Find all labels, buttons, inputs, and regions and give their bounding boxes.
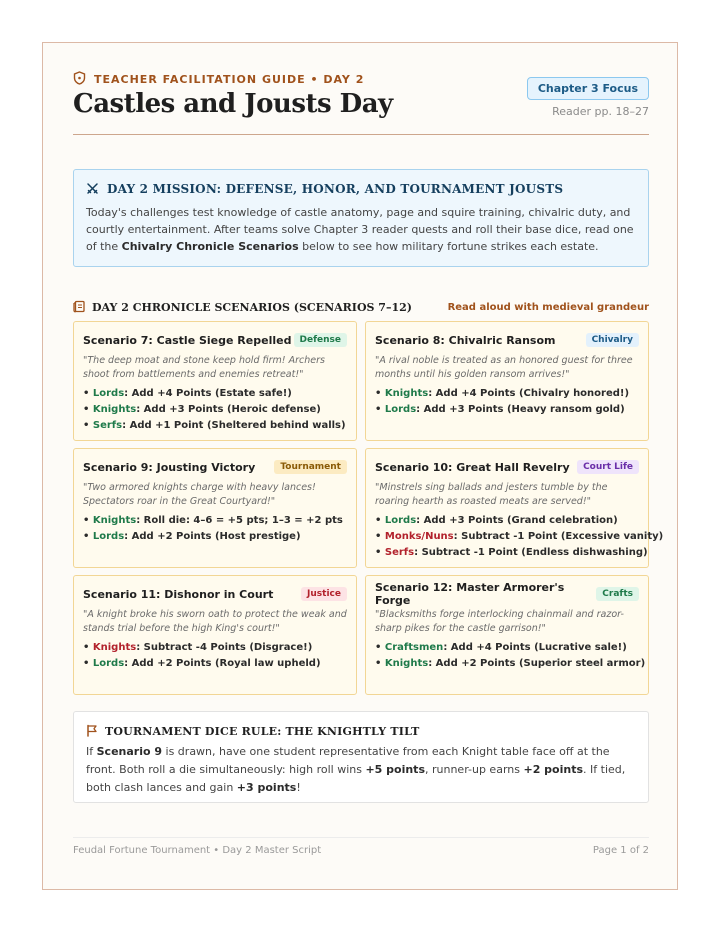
scenario-card-header <box>375 331 639 349</box>
scenario-effects <box>83 640 347 672</box>
effect-text: Subtract -1 Point (Excessive vanity) <box>457 531 664 542</box>
page-footer <box>73 837 649 863</box>
scenario-effect: • Knights: Add +2 Points (Superior steel armor) <box>375 658 646 669</box>
scenario-effect: • Craftsmen: Add +4 Points (Lucrative sale!) <box>375 642 627 653</box>
scenario-effects <box>375 640 646 672</box>
scenario-card <box>365 321 649 441</box>
mission-box <box>73 169 649 267</box>
effect-text: Add +2 Points (Superior steel armor) <box>432 658 646 669</box>
scenario-effects <box>375 386 639 418</box>
scenario-tag: Tournament <box>274 460 347 474</box>
scenario-effect: • Lords: Add +2 Points (Host prestige) <box>83 531 301 542</box>
dice-rule-header <box>86 723 636 739</box>
effect-text: Roll die: 4–6 = +5 pts; 1–3 = +2 pts <box>140 515 343 526</box>
scenario-effect: • Monks/Nuns: Subtract -1 Point (Excessive vanity) <box>375 531 664 542</box>
page-number: Page 1 of 2 <box>592 845 649 856</box>
scenario-title: Scenario 11: Dishonor in Court <box>83 587 274 601</box>
effect-group: Lords <box>384 404 417 415</box>
scenario-effect: • Knights: Subtract -4 Points (Disgrace!) <box>83 642 313 653</box>
effect-group: Lords <box>92 388 125 399</box>
chapter-focus-badge: Chapter 3 Focus <box>527 77 649 100</box>
dice-rule-box <box>73 711 649 803</box>
scenario-effects <box>83 513 347 545</box>
effect-text: Add +3 Points (Heavy ransom gold) <box>420 404 625 415</box>
scenario-effect: • Lords: Add +4 Points (Estate safe!) <box>83 388 292 399</box>
scenario-quote: "Minstrels sing ballads and jesters tumble by the roaring hearth as roasted meats are served!" <box>375 482 608 507</box>
mission-body: Today's challenges test knowledge of castle anatomy, page and squire training, chivalric duty, and courtly entertainment. After teams solve Chapter 3 reader quests and roll their base dice, read one of the Chivalry Chronicle Scenarios below to see how military fortune strikes each estate. <box>86 206 634 253</box>
scenario-effect: • Serfs: Subtract -1 Point (Endless dishwashing) <box>375 547 648 558</box>
page-header <box>73 71 649 135</box>
scenario-card <box>73 321 357 441</box>
scenario-quote: "A rival noble is treated as an honored guest for three months until his golden ransom arrives!" <box>375 355 633 380</box>
scenario-tag: Justice <box>301 587 347 601</box>
flag-icon <box>86 722 98 741</box>
scenario-tag: Chivalry <box>586 333 639 347</box>
scenario-title: Scenario 9: Jousting Victory <box>83 460 256 474</box>
reader-pages: Reader pp. 18–27 <box>552 105 649 118</box>
effect-text: Subtract -1 Point (Endless dishwashing) <box>418 547 648 558</box>
effect-group: Craftsmen <box>384 642 444 653</box>
scenario-effects <box>83 386 347 434</box>
scenario-quote: "Blacksmiths forge interlocking chainmail and razor-sharp pikes for the castle garrison!" <box>375 609 624 634</box>
scenario-effect: • Lords: Add +3 Points (Grand celebration) <box>375 515 618 526</box>
scenario-effect: • Knights: Add +3 Points (Heroic defense) <box>83 404 321 415</box>
effect-group: Serfs <box>92 420 123 431</box>
footer-title: Feudal Fortune Tournament • Day 2 Master Script <box>73 845 322 856</box>
scenario-card <box>73 575 357 695</box>
scroll-icon <box>73 298 86 317</box>
effect-group: Knights <box>92 404 137 415</box>
effect-group: Knights <box>92 515 137 526</box>
effect-group: Monks/Nuns <box>384 531 454 542</box>
effect-text: Add +3 Points (Grand celebration) <box>420 515 618 526</box>
effect-group: Knights <box>92 642 137 653</box>
effect-text: Add +2 Points (Royal law upheld) <box>128 658 321 669</box>
dice-rule-title: TOURNAMENT DICE RULE: THE KNIGHTLY TILT <box>105 724 420 738</box>
scenario-effect: • Knights: Roll die: 4–6 = +5 pts; 1–3 = +2 pts <box>83 515 343 526</box>
mission-bold-term: Chivalry Chronicle Scenarios <box>121 240 299 253</box>
scenario-card-header <box>83 458 347 476</box>
scenario-effect: • Lords: Add +2 Points (Royal law upheld) <box>83 658 321 669</box>
effect-text: Add +1 Point (Sheltered behind walls) <box>126 420 346 431</box>
scenario-quote: "Two armored knights charge with heavy lances! Spectators roar in the Great Courtyard!" <box>83 482 316 507</box>
scenario-title: Scenario 12: Master Armorer's Forge <box>375 581 565 607</box>
document-page <box>42 42 678 890</box>
scenario-card-header <box>375 581 639 607</box>
scenario-effect: • Lords: Add +3 Points (Heavy ransom gold) <box>375 404 625 415</box>
scenario-card-header <box>83 331 347 349</box>
kicker <box>73 71 364 87</box>
effect-text: Add +4 Points (Lucrative sale!) <box>447 642 627 653</box>
effect-group: Serfs <box>384 547 415 558</box>
effect-group: Lords <box>92 658 125 669</box>
scenario-card-header <box>83 585 347 603</box>
effect-group: Knights <box>384 658 429 669</box>
scenario-card <box>365 448 664 568</box>
scenario-tag: Defense <box>294 333 347 347</box>
shield-icon <box>73 70 86 89</box>
scenario-quote: "A knight broke his sworn oath to protect the weak and stands trial before the high King's court!" <box>83 609 347 634</box>
effect-text: Subtract -4 Points (Disgrace!) <box>140 642 313 653</box>
effect-text: Add +2 Points (Host prestige) <box>128 531 301 542</box>
scenario-card <box>365 575 649 695</box>
scenario-tag: Court Life <box>577 460 639 474</box>
effect-text: Add +3 Points (Heroic defense) <box>140 404 321 415</box>
kicker-text: TEACHER FACILITATION GUIDE • DAY 2 <box>94 72 365 86</box>
scenarios-section-title: DAY 2 CHRONICLE SCENARIOS (SCENARIOS 7–12) <box>92 300 412 314</box>
scenarios-section-header <box>73 299 649 315</box>
scenario-tag: Crafts <box>596 587 639 601</box>
effect-group: Knights <box>384 388 429 399</box>
mission-header <box>86 181 636 197</box>
scenario-title: Scenario 8: Chivalric Ransom <box>375 333 556 347</box>
dice-rule-body: If Scenario 9 is drawn, have one student representative from each Knight table face off at the front. Both roll a die simultaneously: high roll wins +5 points, runner-up earns +2 points. If tied, both clash lances and gain +3 points! <box>86 745 626 794</box>
effect-group: Lords <box>92 531 125 542</box>
scenario-quote: "The deep moat and stone keep hold firm! Archers shoot from battlements and enemies retreat!" <box>83 355 325 380</box>
effect-text: Add +4 Points (Chivalry honored!) <box>432 388 630 399</box>
scenario-effect: • Serfs: Add +1 Point (Sheltered behind walls) <box>83 420 346 431</box>
effect-text: Add +4 Points (Estate safe!) <box>128 388 292 399</box>
scenario-card <box>73 448 357 568</box>
page-title: Castles and Jousts Day <box>73 89 393 119</box>
scenario-effect: • Knights: Add +4 Points (Chivalry honored!) <box>375 388 630 399</box>
read-aloud-note: Read aloud with medieval grandeur <box>447 301 649 313</box>
scenario-card-header <box>375 458 639 476</box>
scenario-effects <box>375 513 664 561</box>
effect-group: Lords <box>384 515 417 526</box>
crossed-swords-icon <box>86 180 99 199</box>
mission-title: DAY 2 MISSION: DEFENSE, HONOR, AND TOURNAMENT JOUSTS <box>107 182 564 196</box>
scenario-title: Scenario 7: Castle Siege Repelled <box>83 333 292 347</box>
scenario-title: Scenario 10: Great Hall Revelry <box>375 460 570 474</box>
